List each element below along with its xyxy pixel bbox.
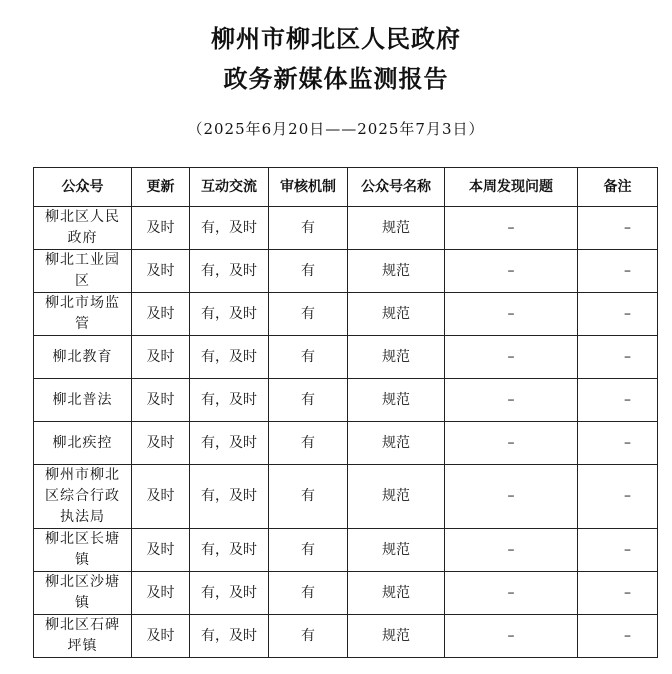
cell-account-name: 规范 (348, 572, 445, 615)
cell-notes: – (578, 207, 658, 250)
header-account-name: 公众号名称 (348, 168, 445, 207)
cell-review: 有 (269, 207, 348, 250)
cell-account-name: 规范 (348, 465, 445, 529)
cell-interaction: 有，及时 (190, 465, 269, 529)
cell-update: 及时 (132, 572, 190, 615)
cell-notes: – (578, 336, 658, 379)
cell-issues: – (445, 572, 578, 615)
cell-update: 及时 (132, 422, 190, 465)
cell-issues: – (445, 615, 578, 658)
cell-review: 有 (269, 336, 348, 379)
cell-update: 及时 (132, 336, 190, 379)
cell-update: 及时 (132, 207, 190, 250)
table-row (34, 572, 658, 615)
cell-account-name: 规范 (348, 422, 445, 465)
cell-update: 及时 (132, 293, 190, 336)
cell-notes: – (578, 250, 658, 293)
table-row (34, 207, 658, 250)
table-row (34, 615, 658, 658)
cell-review: 有 (269, 615, 348, 658)
cell-account-name: 规范 (348, 336, 445, 379)
table-row (34, 379, 658, 422)
cell-interaction: 有，及时 (190, 336, 269, 379)
cell-update: 及时 (132, 379, 190, 422)
cell-account: 柳北普法 (34, 379, 132, 422)
cell-review: 有 (269, 465, 348, 529)
table-row (34, 422, 658, 465)
cell-account: 柳北教育 (34, 336, 132, 379)
cell-issues: – (445, 529, 578, 572)
header-review: 审核机制 (269, 168, 348, 207)
cell-issues: – (445, 250, 578, 293)
cell-interaction: 有，及时 (190, 250, 269, 293)
cell-account-name: 规范 (348, 615, 445, 658)
cell-issues: – (445, 465, 578, 529)
header-interaction: 互动交流 (190, 168, 269, 207)
monitoring-table (33, 167, 658, 658)
table-row (34, 336, 658, 379)
cell-account: 柳北工业园区 (34, 250, 132, 293)
cell-account: 柳北区长塘镇 (34, 529, 132, 572)
cell-review: 有 (269, 422, 348, 465)
cell-account: 柳北疾控 (34, 422, 132, 465)
cell-notes: – (578, 379, 658, 422)
cell-account: 柳州市柳北区综合行政执法局 (34, 465, 132, 529)
cell-review: 有 (269, 293, 348, 336)
cell-issues: – (445, 293, 578, 336)
cell-issues: – (445, 336, 578, 379)
cell-interaction: 有，及时 (190, 422, 269, 465)
cell-interaction: 有，及时 (190, 379, 269, 422)
report-title-line2: 政务新媒体监测报告 (223, 65, 449, 93)
cell-review: 有 (269, 250, 348, 293)
report-title-line1: 柳州市柳北区人民政府 (211, 25, 461, 53)
cell-notes: – (578, 465, 658, 529)
header-issues: 本周发现问题 (445, 168, 578, 207)
cell-account-name: 规范 (348, 529, 445, 572)
cell-account: 柳北市场监管 (34, 293, 132, 336)
date-range: （2025年6月20日——2025年7月3日） (187, 120, 485, 138)
cell-account-name: 规范 (348, 293, 445, 336)
cell-issues: – (445, 379, 578, 422)
cell-update: 及时 (132, 615, 190, 658)
cell-interaction: 有，及时 (190, 293, 269, 336)
cell-update: 及时 (132, 529, 190, 572)
cell-notes: – (578, 529, 658, 572)
cell-account-name: 规范 (348, 250, 445, 293)
cell-update: 及时 (132, 465, 190, 529)
cell-notes: – (578, 572, 658, 615)
header-update: 更新 (132, 168, 190, 207)
cell-account: 柳北区沙塘镇 (34, 572, 132, 615)
table-row (34, 529, 658, 572)
cell-review: 有 (269, 379, 348, 422)
cell-account: 柳北区石碑坪镇 (34, 615, 132, 658)
cell-interaction: 有，及时 (190, 207, 269, 250)
cell-interaction: 有，及时 (190, 615, 269, 658)
cell-issues: – (445, 422, 578, 465)
cell-notes: – (578, 422, 658, 465)
cell-account-name: 规范 (348, 207, 445, 250)
cell-notes: – (578, 293, 658, 336)
table-row (34, 293, 658, 336)
header-account: 公众号 (34, 168, 132, 207)
cell-interaction: 有，及时 (190, 529, 269, 572)
cell-issues: – (445, 207, 578, 250)
header-notes: 备注 (578, 168, 658, 207)
cell-update: 及时 (132, 250, 190, 293)
cell-notes: – (578, 615, 658, 658)
cell-account-name: 规范 (348, 379, 445, 422)
cell-account: 柳北区人民政府 (34, 207, 132, 250)
cell-review: 有 (269, 572, 348, 615)
table-header-row (34, 168, 658, 207)
table-row (34, 465, 658, 529)
cell-review: 有 (269, 529, 348, 572)
table-row (34, 250, 658, 293)
cell-interaction: 有，及时 (190, 572, 269, 615)
